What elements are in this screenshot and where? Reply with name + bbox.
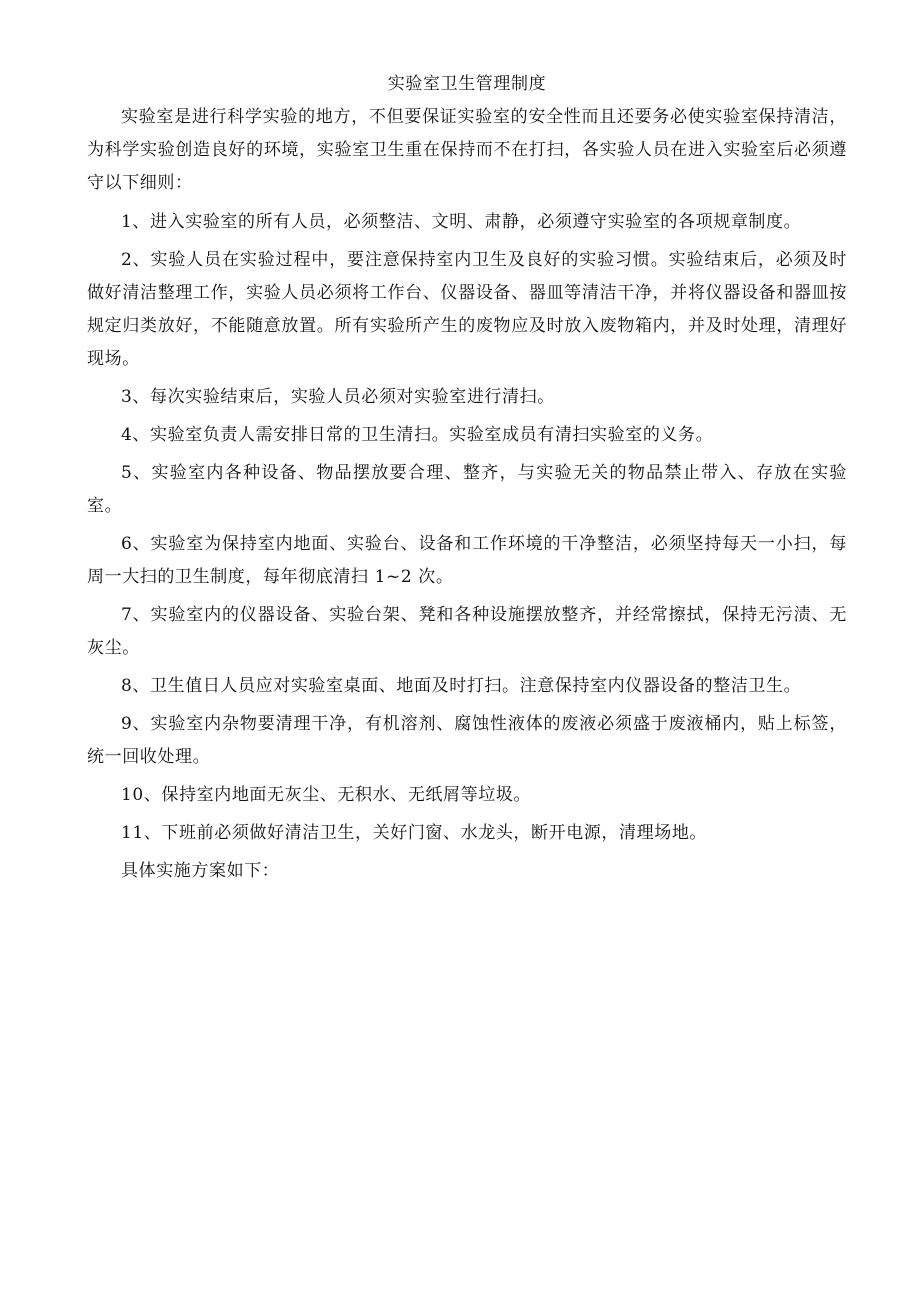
- rule-item-8: 8、卫生值日人员应对实验室桌面、地面及时打扫。注意保持室内仪器设备的整洁卫生。: [121, 676, 802, 696]
- rule-item-9: 9、实验室内杂物要清理干净，有机溶剂、腐蚀性液体的废液必须盛于废液桶内，贴上标签，统一回收处理。: [87, 714, 847, 767]
- rule-item-10: 10、保持室内地面无灰尘、无积水、无纸屑等垃圾。: [121, 785, 532, 805]
- rule-item-11: 11、下班前必须做好清洁卫生，关好门窗、水龙头，断开电源，清理场地。: [121, 823, 708, 843]
- rule-item-7: 7、实验室内的仪器设备、实验台架、凳和各种设施摆放整齐，并经常擦拭，保持无污渍、无灰尘。: [87, 605, 847, 658]
- rule-item-3: 3、每次实验结束后，实验人员必须对实验室进行清扫。: [121, 387, 555, 407]
- rule-item-6: 6、实验室为保持室内地面、实验台、设备和工作环境的干净整洁，必须坚持每天一小扫，每周一大扫的卫生制度，每年彻底清扫 1~2 次。: [87, 534, 847, 587]
- rule-item-1: 1、进入实验室的所有人员，必须整洁、文明、肃静，必须遵守实验室的各项规章制度。: [121, 212, 802, 232]
- document-body: [87, 68, 847, 893]
- intro-paragraph: 实验室是进行科学实验的地方，不但要保证实验室的安全性而且还要务必使实验室保持清洁，为科学实验创造良好的环境，实验室卫生重在保持而不在打扫，各实验人员在进入实验室后必须遵守以下细则：: [87, 107, 847, 193]
- rule-item-4: 4、实验室负责人需安排日常的卫生清扫。实验室成员有清扫实验室的义务。: [121, 425, 714, 445]
- document-title: 实验室卫生管理制度: [387, 74, 547, 94]
- rule-item-2: 2、实验人员在实验过程中，要注意保持室内卫生及良好的实验习惯。实验结束后，必须及时做好清洁整理工作，实验人员必须将工作台、仪器设备、器皿等清洁干净，并将仪器设备和器皿按规定归类放好，不能随意放置。所有实验所产生的废物应及时放入废物箱内，并及时处理，清理好现场。: [87, 250, 847, 369]
- closing-line: 具体实施方案如下：: [121, 861, 280, 881]
- rule-item-5: 5、实验室内各种设备、物品摆放要合理、整齐，与实验无关的物品禁止带入、存放在实验室。: [87, 463, 847, 516]
